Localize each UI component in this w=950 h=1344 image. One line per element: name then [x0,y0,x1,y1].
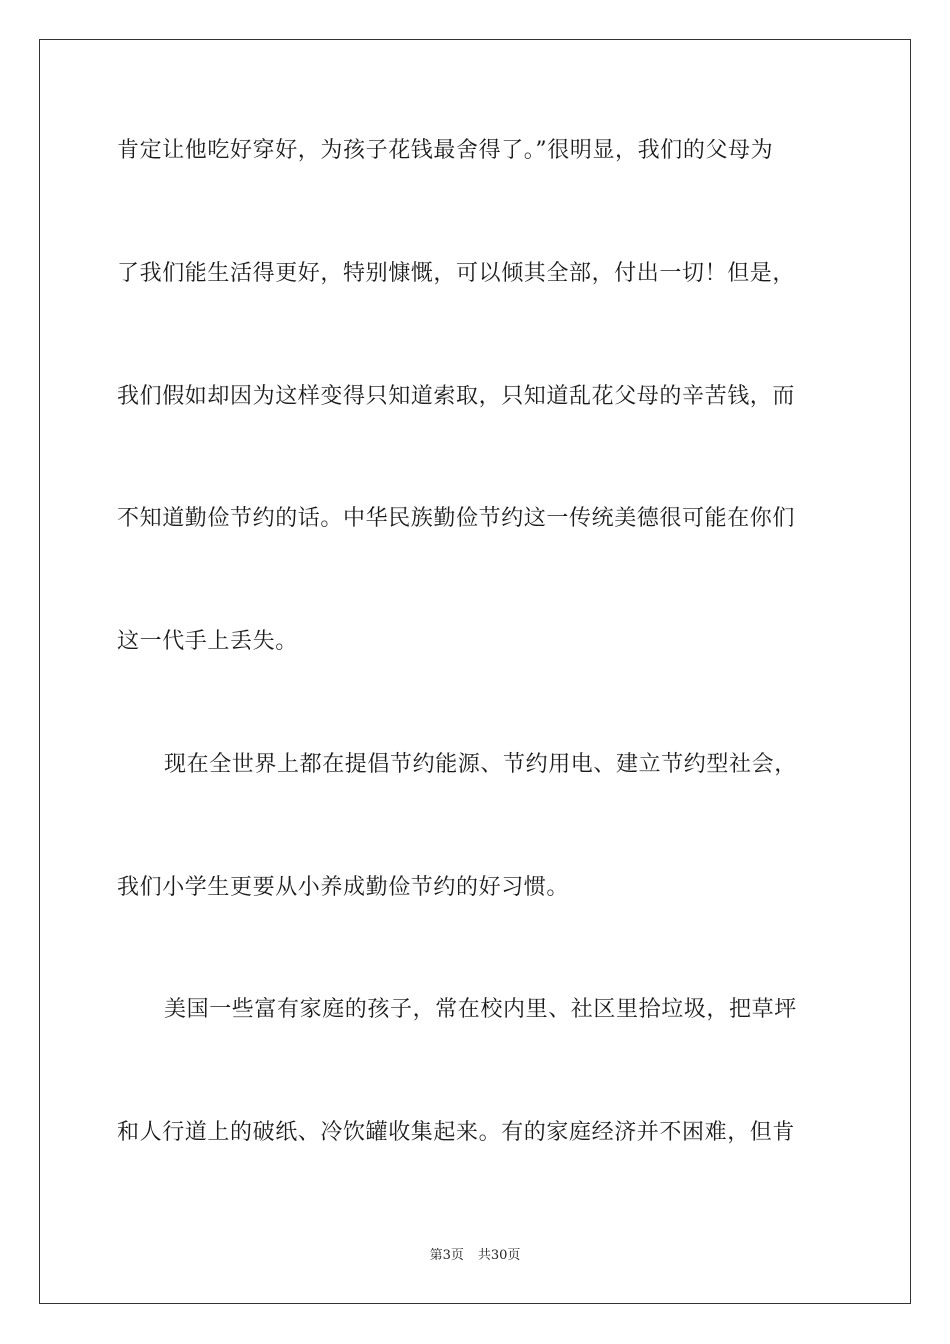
text-line-1: 肯定让他吃好穿好，为孩子花钱最舍得了。”很明显，我们的父母为 [117,138,774,163]
page-frame [39,39,911,1304]
text-line-5: 这一代手上丢失。 [117,629,298,654]
text-line-8: 美国一些富有家庭的孩子，常在校内里、社区里拾垃圾，把草坪 [164,997,797,1022]
text-line-2: 了我们能生活得更好，特别慷慨，可以倾其全部，付出一切！但是， [117,261,796,286]
page-number: 第3页 [429,1248,464,1263]
text-line-7: 我们小学生更要从小养成勤俭节约的好习惯。 [117,875,570,900]
text-line-6: 现在全世界上都在提倡节约能源、节约用电、建立节约型社会， [164,752,797,777]
text-line-3: 我们假如却因为这样变得只知道索取，只知道乱花父母的辛苦钱，而 [117,384,796,409]
page-footer [0,1247,950,1265]
text-line-9: 和人行道上的破纸、冷饮罐收集起来。有的家庭经济并不困难，但肯 [117,1120,796,1145]
text-line-4: 不知道勤俭节约的话。中华民族勤俭节约这一传统美德很可能在你们 [117,506,796,531]
page-total: 共30页 [477,1248,521,1263]
